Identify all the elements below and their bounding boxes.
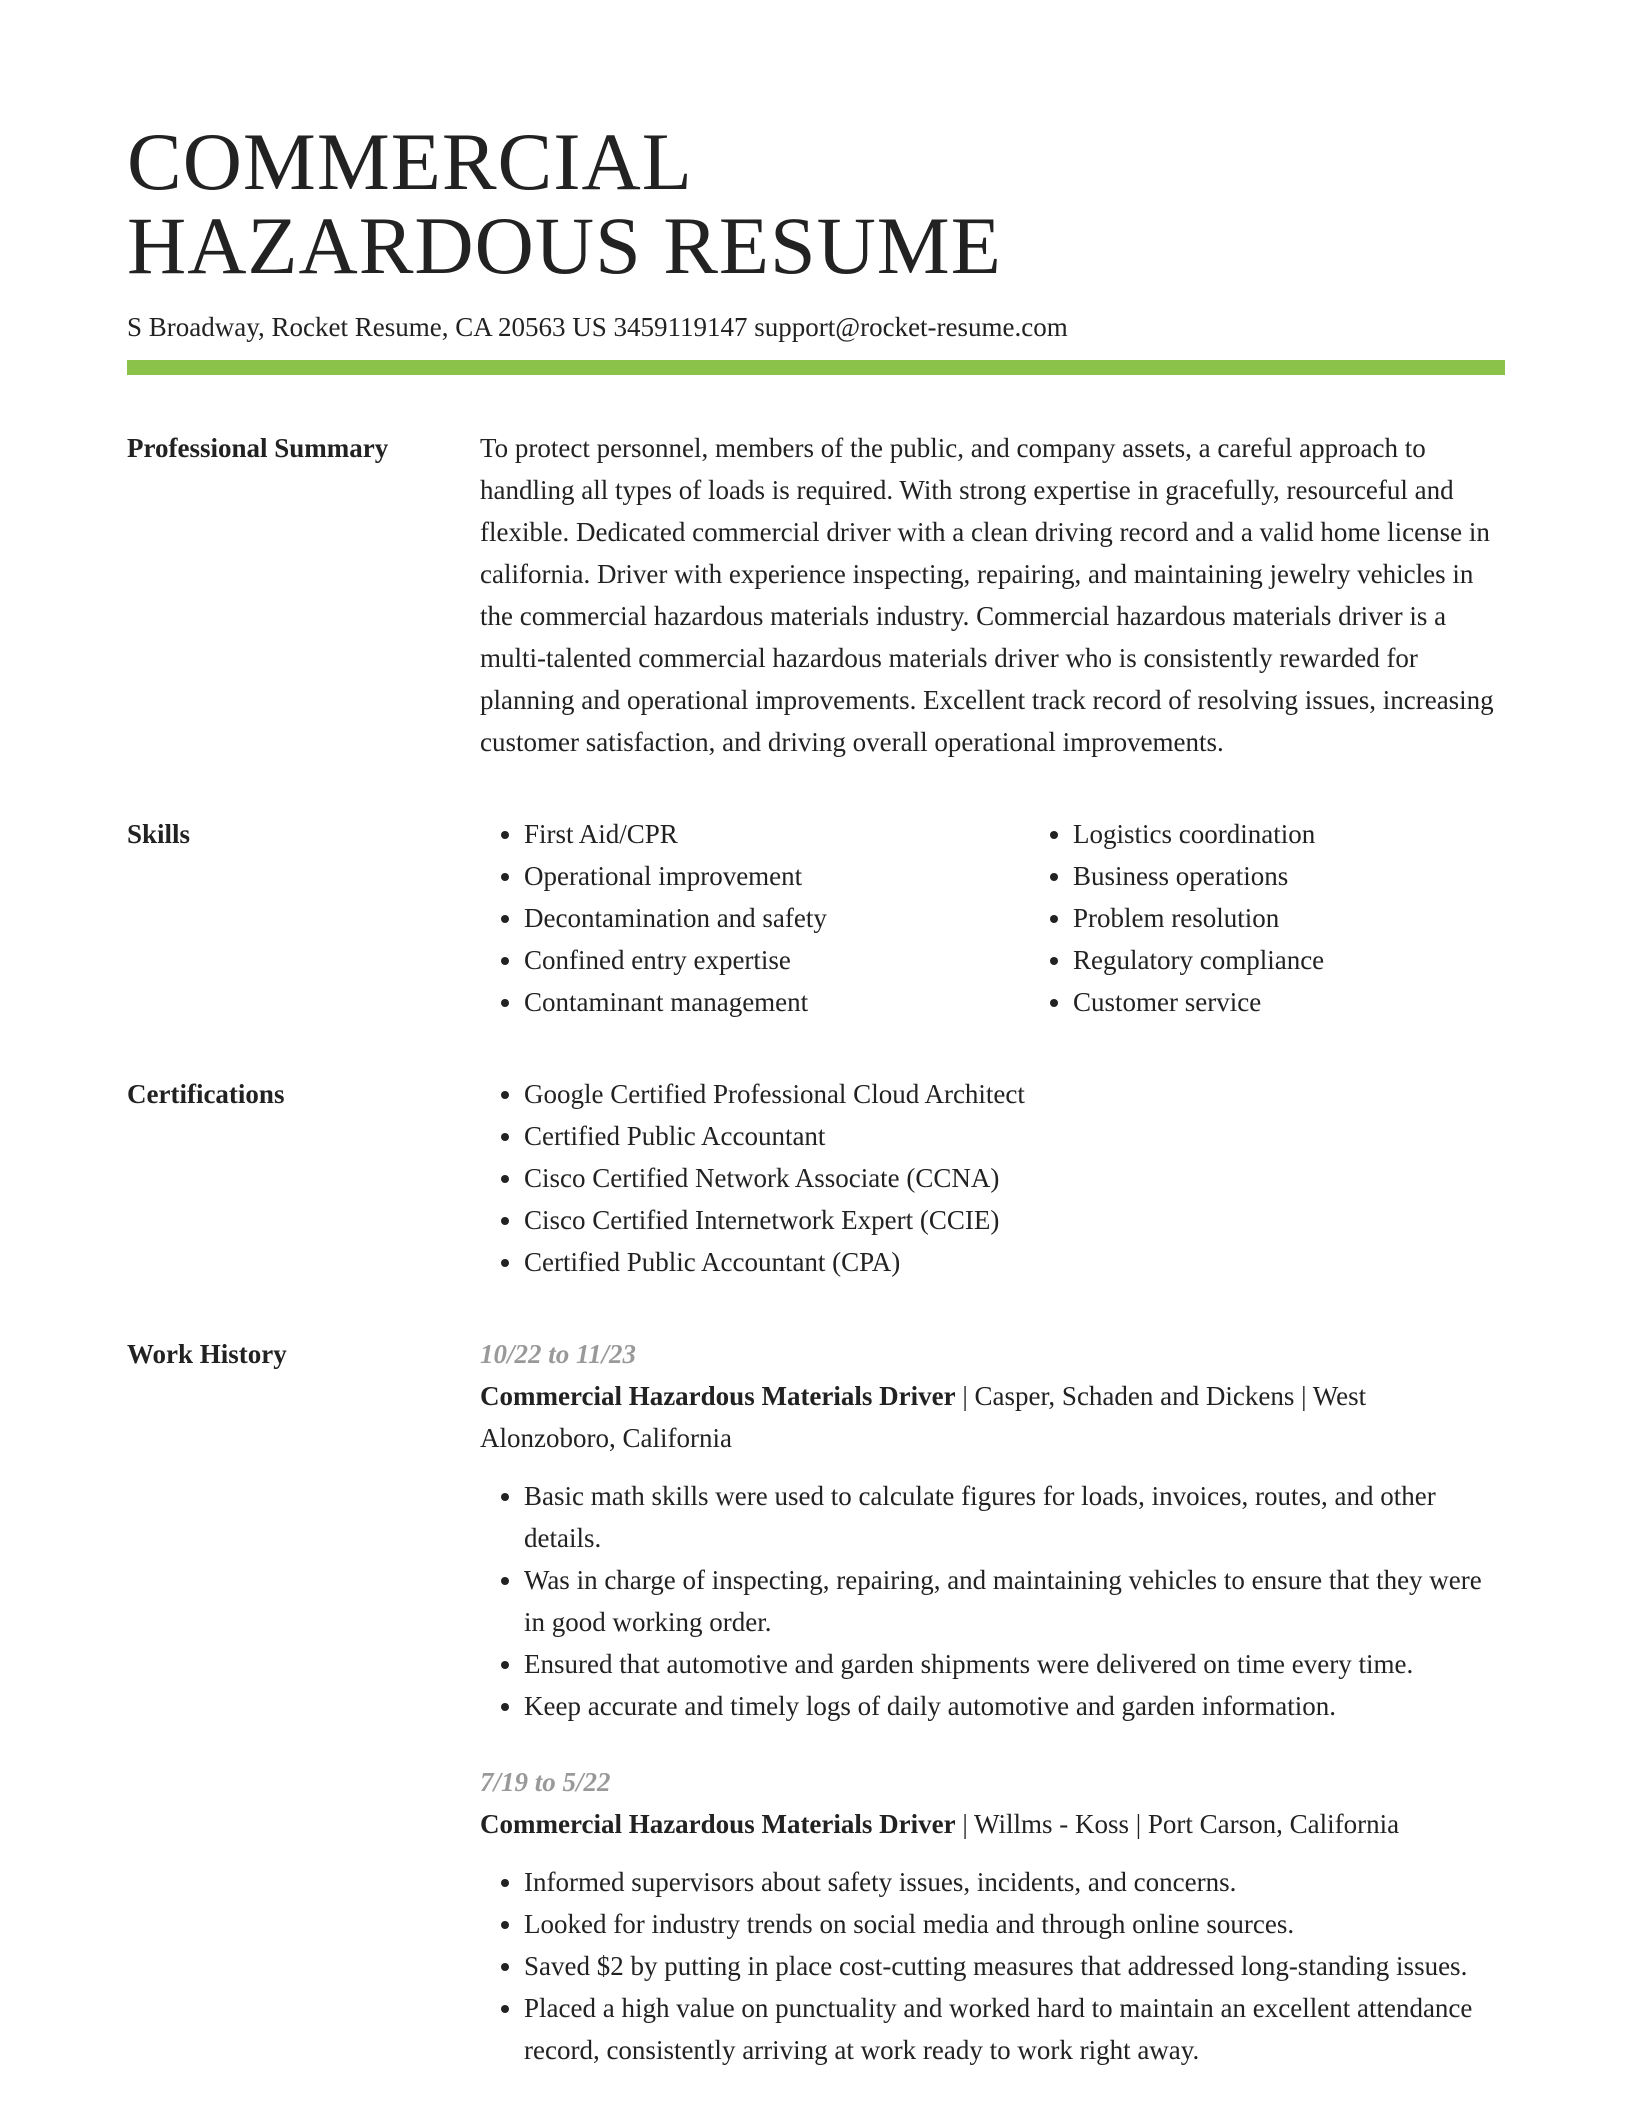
job-bullet: • Was in charge of inspecting, repairing, and maintaining vehicles to ensure that they were in good working order.	[524, 1559, 1505, 1643]
skill-item: • Logistics coordination	[1073, 813, 1578, 855]
skills-heading: Skills	[127, 819, 191, 849]
job-bullet: • Informed supervisors about safety issues, incidents, and concerns.	[524, 1861, 1505, 1903]
certification-item: • Certified Public Accountant (CPA)	[524, 1241, 1505, 1283]
job-bullet: • Keep accurate and timely logs of daily automotive and garden information.	[524, 1685, 1505, 1727]
work-history-heading: Work History	[127, 1339, 287, 1369]
job-dates: 7/19 to 5/22	[480, 1767, 611, 1797]
certifications-section	[127, 1073, 1505, 1283]
skill-item: • Contaminant management	[524, 981, 1029, 1023]
job-details: | Willms - Koss | Port Carson, California	[955, 1809, 1400, 1839]
job-bullets	[480, 1475, 1505, 1727]
skill-item: • Customer service	[1073, 981, 1578, 1023]
contact-phone: 3459119147	[613, 312, 748, 342]
skills-list-right	[1029, 813, 1578, 1023]
job-bullet: • Placed a high value on punctuality and worked hard to maintain an excellent attendance record, consistently arriving at work ready to work right away.	[524, 1987, 1505, 2071]
job-entry	[480, 1761, 1505, 2071]
resume-page	[127, 116, 1505, 2071]
resume-title	[127, 116, 1505, 291]
certifications-list	[480, 1073, 1505, 1283]
certification-item: • Google Certified Professional Cloud Architect	[524, 1073, 1505, 1115]
skills-section	[127, 813, 1505, 1023]
skill-item: • Business operations	[1073, 855, 1578, 897]
skill-item: • Decontamination and safety	[524, 897, 1029, 939]
summary-heading: Professional Summary	[127, 433, 389, 463]
skill-item: • Regulatory compliance	[1073, 939, 1578, 981]
skill-item: • First Aid/CPR	[524, 813, 1029, 855]
certifications-heading: Certifications	[127, 1079, 285, 1109]
contact-line	[127, 310, 1505, 344]
certification-item: • Cisco Certified Internetwork Expert (CCIE)	[524, 1199, 1505, 1241]
job-header	[480, 1803, 1505, 1845]
skills-list-left	[480, 813, 1029, 1023]
skill-item: • Operational improvement	[524, 855, 1029, 897]
contact-address: S Broadway, Rocket Resume, CA 20563 US	[127, 312, 607, 342]
job-header	[480, 1375, 1505, 1459]
job-bullet: • Ensured that automotive and garden shipments were delivered on time every time.	[524, 1643, 1505, 1685]
skill-item: • Confined entry expertise	[524, 939, 1029, 981]
job-title: Commercial Hazardous Materials Driver	[480, 1809, 956, 1839]
certification-item: • Certified Public Accountant	[524, 1115, 1505, 1157]
certification-item: • Cisco Certified Network Associate (CCNA)	[524, 1157, 1505, 1199]
skill-item: • Problem resolution	[1073, 897, 1578, 939]
summary-section	[127, 427, 1505, 763]
contact-email: support@rocket-resume.com	[754, 312, 1068, 342]
job-bullets	[480, 1861, 1505, 2071]
job-entry	[480, 1333, 1505, 1727]
job-title: Commercial Hazardous Materials Driver	[480, 1381, 956, 1411]
job-bullet: • Looked for industry trends on social media and through online sources.	[524, 1903, 1505, 1945]
summary-text: To protect personnel, members of the public, and company assets, a careful approach to handling all types of loads is required. With strong expertise in gracefully, resourceful and flexible. Dedicated commercial driver with a clean driving record and a valid home license in california. Driver with experience inspecting, repairing, and maintaining jewelry vehicles in the commercial hazardous materials industry. Commercial hazardous materials driver is a multi-talented commercial hazardous materials driver who is consistently rewarded for planning and operational improvements. Excellent track record of resolving issues, increasing customer satisfaction, and driving overall operational improvements.	[480, 433, 1494, 757]
title-line-1: COMMERCIAL	[127, 116, 693, 207]
work-history-section	[127, 1333, 1505, 2071]
title-line-2: HAZARDOUS RESUME	[127, 200, 1002, 291]
job-dates: 10/22 to 11/23	[480, 1339, 637, 1369]
accent-divider	[127, 360, 1505, 375]
job-bullet: • Basic math skills were used to calculate figures for loads, invoices, routes, and other details.	[524, 1475, 1505, 1559]
job-details: | Casper, Schaden and Dickens | West Alonzoboro, California	[480, 1381, 1367, 1453]
job-bullet: • Saved $2 by putting in place cost-cutting measures that addressed long-standing issues.	[524, 1945, 1505, 1987]
